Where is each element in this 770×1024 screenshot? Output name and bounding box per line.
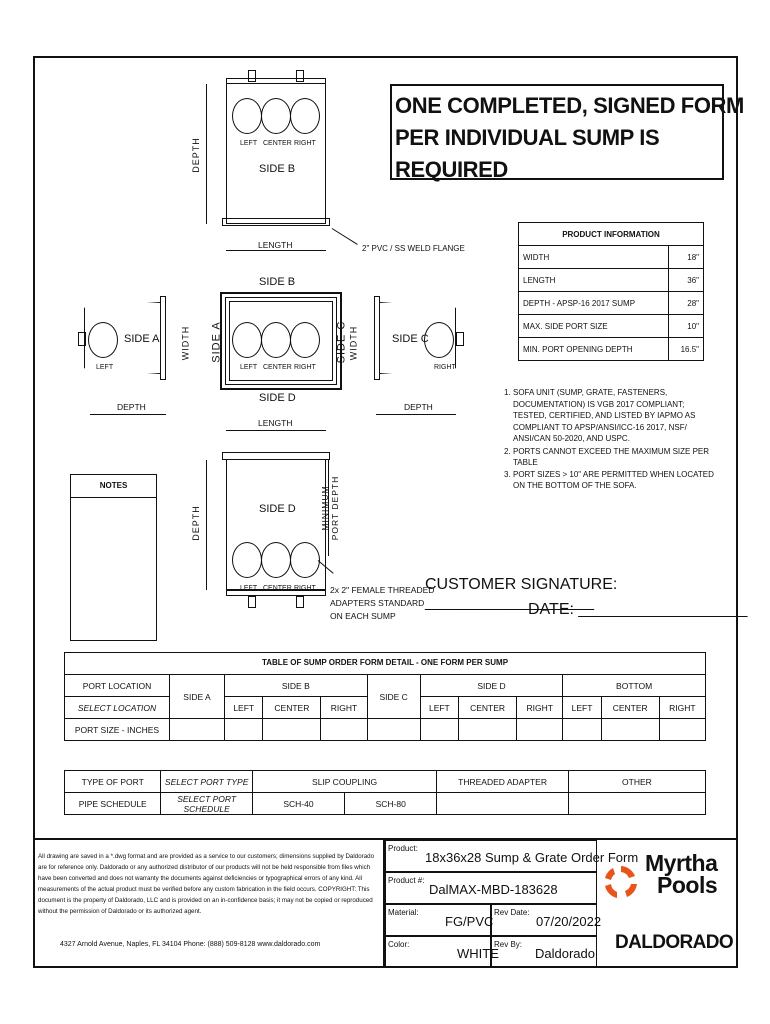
notes-header: NOTES	[71, 475, 156, 498]
min-port-depth-label: MINIMUM PORT DEPTH	[320, 475, 341, 541]
port-label-left: LEFT	[240, 140, 258, 147]
other-option[interactable]: OTHER	[568, 771, 705, 793]
company-logo	[599, 844, 737, 964]
order-table-title: TABLE OF SUMP ORDER FORM DETAIL - ONE FORM PER SUMP	[64, 652, 706, 674]
plan-right: RIGHT	[294, 364, 316, 371]
port-type-table	[64, 770, 706, 815]
port-size-cell[interactable]	[263, 719, 321, 741]
select-port-type[interactable]: SELECT PORT TYPE	[161, 771, 252, 793]
side-d-label: SIDE D	[259, 392, 296, 404]
pi-value: 16.5"	[668, 338, 703, 361]
rev-date-value: 07/20/2022	[536, 914, 602, 929]
pi-label: LENGTH	[519, 269, 669, 292]
notes-box	[70, 474, 157, 641]
port-size-cell[interactable]	[225, 719, 263, 741]
port-size-cell[interactable]	[459, 719, 517, 741]
color-value: WHITE	[457, 946, 499, 961]
title-box	[390, 84, 724, 180]
side-a-left: LEFT	[96, 364, 114, 371]
col-side-b: SIDE B	[225, 675, 368, 697]
port-size-label: PORT SIZE - INCHES	[65, 719, 170, 741]
title-block	[383, 838, 738, 968]
port-size-cell[interactable]	[170, 719, 225, 741]
sub-center: CENTER	[601, 697, 659, 719]
side-c-label: SIDE C	[392, 333, 429, 345]
side-d-label-2: SIDE D	[259, 503, 296, 515]
material-label: Material:	[388, 908, 419, 917]
rev-by-value: Daldorado	[535, 946, 595, 961]
port-size-cell[interactable]	[659, 719, 705, 741]
sch40-option[interactable]: SCH-40	[252, 793, 344, 815]
product-label: Product:	[388, 844, 418, 853]
d-center: CENTER	[263, 585, 292, 592]
sub-left: LEFT	[420, 697, 458, 719]
flange-note: 2" PVC / SS WELD FLANGE	[362, 244, 465, 253]
sub-left: LEFT	[225, 697, 263, 719]
sub-left: LEFT	[563, 697, 601, 719]
note-item: 3. PORT SIZES > 10" ARE PERMITTED WHEN LOCATED ON THE BOTTOM OF THE SOFA.	[504, 469, 714, 490]
logo-myrtha-text: Myrtha	[645, 850, 718, 876]
order-table	[64, 674, 706, 741]
d-right: RIGHT	[294, 585, 316, 592]
port-size-cell[interactable]	[367, 719, 420, 741]
pi-label: MIN. PORT OPENING DEPTH	[519, 338, 669, 361]
rev-date-label: Rev Date:	[494, 908, 530, 917]
col-bottom: BOTTOM	[563, 675, 706, 697]
logo-pools-text: Pools	[657, 872, 718, 898]
sub-right: RIGHT	[321, 697, 367, 719]
side-c-right: RIGHT	[434, 364, 456, 371]
logo-daldorado-text: DALDORADO	[615, 932, 734, 953]
side-a-vert-label: SIDE A	[210, 321, 223, 363]
plan-left: LEFT	[240, 364, 258, 371]
legal-fine-print: All drawing are saved in a *.dwg format and are provided as a service to our customers; dimensions supplied by Daldorado are for reference only. Daldorado or any authorized distributor of our products will not be held responsible from files which have been converted and does not warranty the documents against deficiencies or typographical errors of any kind. All measurements of the actual product must be verified before any custom fabrication in the field occurs. COPYRIGHT: This document is the property of Daldorado, LLC and is provided on an in-confidence basis; it may not be copied or reproduced without the permission of Daldorado or its authorized agent.	[38, 853, 375, 915]
pi-label: MAX. SIDE PORT SIZE	[519, 315, 669, 338]
port-label-center: CENTER	[263, 140, 292, 147]
type-of-port-label: TYPE OF PORT	[65, 771, 161, 793]
col-side-c: SIDE C	[367, 675, 420, 719]
pi-value: 36"	[668, 269, 703, 292]
depth-label: DEPTH	[190, 137, 201, 173]
depth-label-d: DEPTH	[190, 505, 201, 541]
select-port-schedule[interactable]: SELECT PORT SCHEDULE	[161, 793, 252, 815]
threaded-adapter-option[interactable]: THREADED ADAPTER	[437, 771, 569, 793]
port-location-label: PORT LOCATION	[65, 675, 170, 697]
product-info-table	[518, 222, 704, 361]
port-size-cell[interactable]	[420, 719, 458, 741]
pipe-schedule-label: PIPE SCHEDULE	[65, 793, 161, 815]
myrtha-swirl-icon	[601, 862, 641, 902]
length-label: LENGTH	[258, 240, 293, 250]
material-value: FG/PVC	[445, 914, 494, 929]
numbered-notes	[504, 387, 720, 492]
customer-signature-label: CUSTOMER SIGNATURE: ___________________	[425, 576, 618, 611]
select-location-label: SELECT LOCATION	[65, 697, 170, 719]
pi-value: 10"	[668, 315, 703, 338]
width-label-c: WIDTH	[348, 325, 359, 361]
rev-by-label: Rev By:	[494, 940, 523, 949]
port-label-right: RIGHT	[294, 140, 316, 147]
product-num-label: Product #:	[388, 876, 425, 885]
pi-label: DEPTH - APSP-16 2017 SUMP	[519, 292, 669, 315]
company-address: 4327 Arnold Avenue, Naples, FL 34104 Phone: (888) 509-8128 www.daldorado.com	[60, 941, 321, 948]
sub-center: CENTER	[459, 697, 517, 719]
col-side-d: SIDE D	[420, 675, 563, 697]
side-c-vert-label: SIDE C	[335, 320, 348, 364]
sub-right: RIGHT	[659, 697, 705, 719]
product-info-header: PRODUCT INFORMATION	[519, 223, 704, 246]
color-label: Color:	[388, 940, 410, 949]
col-side-a: SIDE A	[170, 675, 225, 719]
pi-value: 28"	[668, 292, 703, 315]
slip-coupling-option[interactable]: SLIP COUPLING	[252, 771, 436, 793]
port-size-cell[interactable]	[321, 719, 367, 741]
note-item: 1. SOFA UNIT (SUMP, GRATE, FASTENERS, DOCUMENTATION) IS VGB 2017 COMPLIANT; TESTED, CERTIFIED, AND LISTED BY IAPMO AS COMPLIANT TO APSP/ANSI/ICC-16 2017, NSF/ ANSI/CAN 50-2020, AND USPC.	[504, 388, 696, 443]
port-size-cell[interactable]	[517, 719, 563, 741]
note-item: 2. PORTS CANNOT EXCEED THE MAXIMUM SIZE PER TABLE	[504, 446, 710, 467]
pi-value: 18"	[668, 246, 703, 269]
adapter-note: 2x 2" FEMALE THREADED ADAPTERS STANDARD ON EACH SUMP	[330, 585, 435, 621]
depth-label-a: DEPTH	[117, 402, 146, 412]
page-title: ONE COMPLETED, SIGNED FORM PER INDIVIDUAL SUMP IS REQUIRED	[395, 93, 744, 182]
sub-right: RIGHT	[517, 697, 563, 719]
width-label-a: WIDTH	[180, 325, 191, 361]
plan-center: CENTER	[263, 364, 292, 371]
date-label: DATE: ___________________	[528, 601, 748, 618]
product-num-value: DalMAX-MBD-183628	[429, 882, 558, 897]
port-size-cell[interactable]	[563, 719, 601, 741]
side-a-label: SIDE A	[124, 333, 160, 345]
side-b-top-label: SIDE B	[259, 276, 296, 288]
sch80-option[interactable]: SCH-80	[345, 793, 437, 815]
sub-center: CENTER	[263, 697, 321, 719]
pi-label: WIDTH	[519, 246, 669, 269]
length-label-2: LENGTH	[258, 418, 293, 428]
d-left: LEFT	[240, 585, 258, 592]
port-size-cell[interactable]	[601, 719, 659, 741]
depth-label-c: DEPTH	[404, 402, 433, 412]
product-value: 18x36x28 Sump & Grate Order Form	[425, 850, 639, 865]
side-b-label: SIDE B	[259, 163, 296, 175]
